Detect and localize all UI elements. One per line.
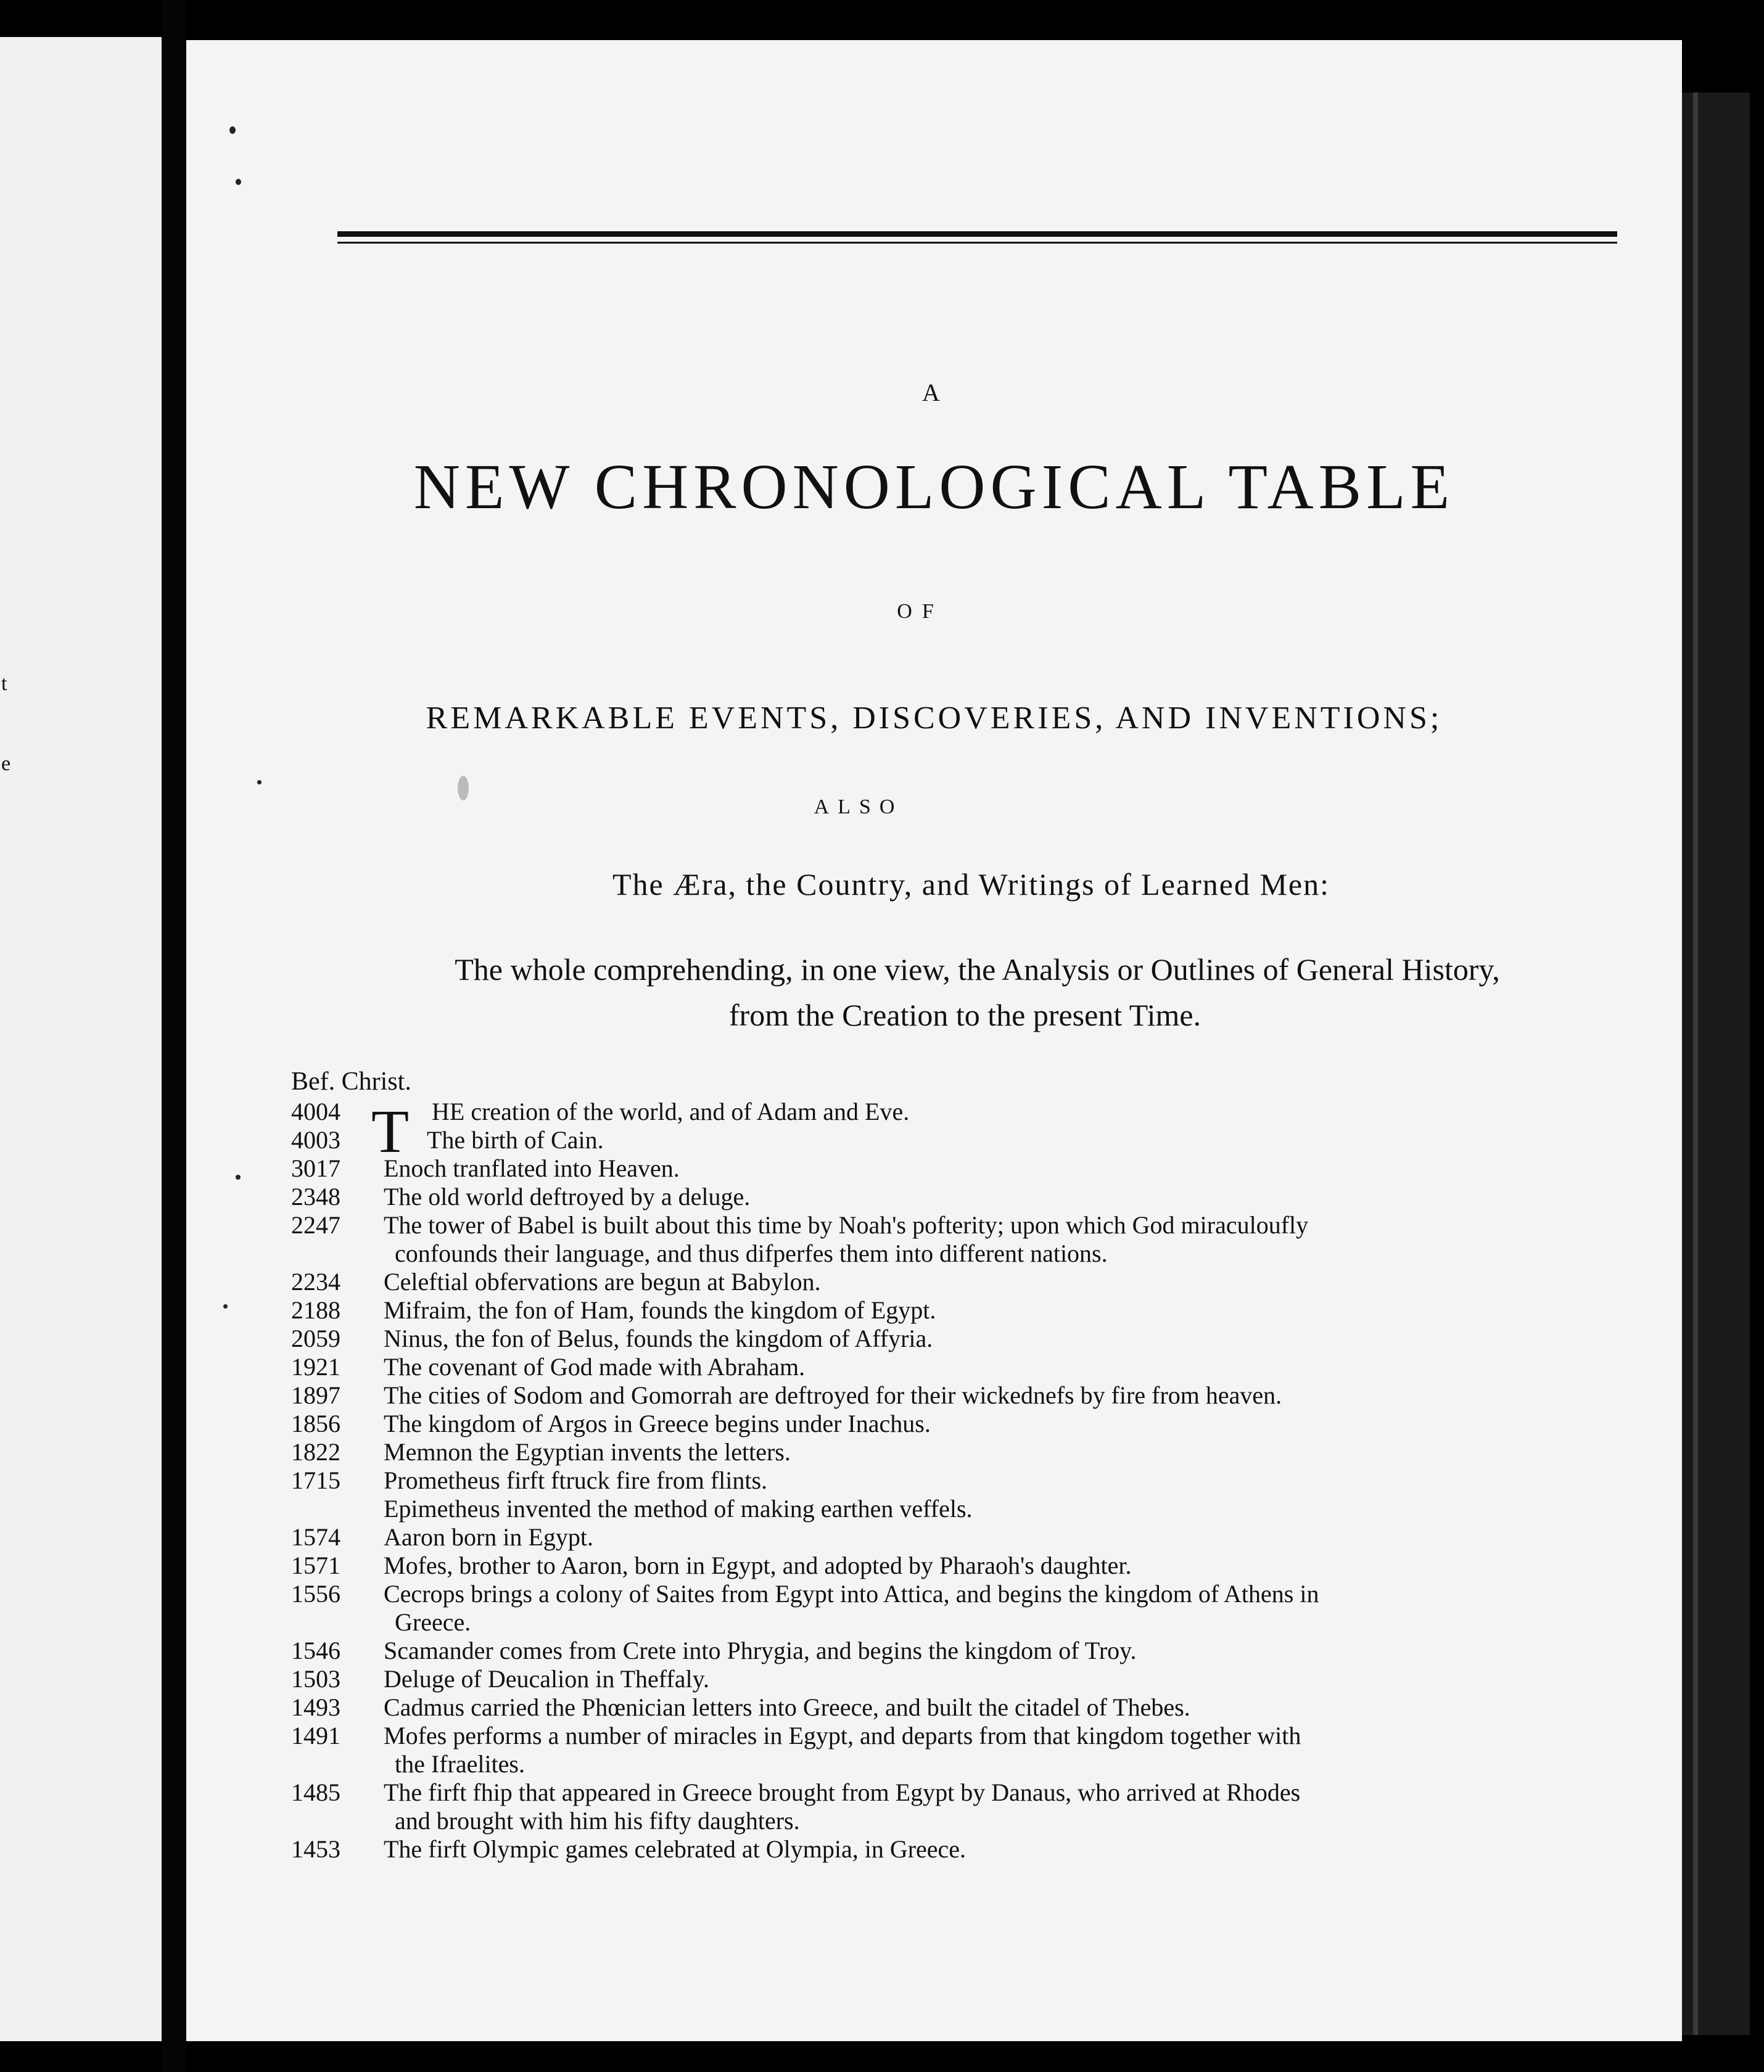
list-item <box>279 1211 1580 1268</box>
list-item <box>279 1466 1580 1523</box>
drop-cap: T <box>371 1097 410 1166</box>
ink-speck <box>458 776 469 800</box>
list-item <box>279 1353 1580 1381</box>
list-item <box>279 1268 1580 1296</box>
entry-text: Mifraim, the fon of Ham, founds the kingdom of Egypt. <box>384 1296 936 1324</box>
list-item <box>279 1637 1580 1665</box>
entry-text: The cities of Sodom and Gomorrah are deftroyed for their wickednefs by fire from heaven. <box>384 1381 1282 1409</box>
list-item <box>279 1693 1580 1722</box>
list-item <box>279 1154 1580 1183</box>
entry-year: 1485 <box>291 1778 340 1806</box>
ink-speck <box>229 126 236 134</box>
list-item <box>279 1438 1580 1466</box>
list-item <box>279 1296 1580 1325</box>
previous-page-edge <box>0 37 162 2041</box>
entry-year: 1897 <box>291 1381 340 1409</box>
book-page <box>186 40 1682 2041</box>
page-stack-edge-line <box>1693 92 1698 2035</box>
entry-text: Scamander comes from Crete into Phrygia, and begins the kingdom of Troy. <box>384 1637 1137 1664</box>
entry-year: 1822 <box>291 1438 340 1466</box>
entry-year: 3017 <box>291 1154 340 1182</box>
header-rule <box>337 231 1617 237</box>
entry-text: Aaron born in Egypt. <box>384 1523 593 1551</box>
book-gutter <box>162 0 186 2072</box>
ink-speck <box>223 1304 228 1309</box>
entry-text: The old world deftroyed by a deluge. <box>384 1183 751 1211</box>
header-rule-thin <box>337 242 1617 244</box>
entry-text: Prometheus firft ftruck fire from flints. <box>384 1466 768 1494</box>
entry-year: 1921 <box>291 1353 340 1381</box>
entry-text: Enoch tranflated into Heaven. <box>384 1154 680 1182</box>
page-title: NEW CHRONOLOGICAL TABLE <box>413 451 1455 522</box>
entry-continuation: the Ifraelites. <box>395 1750 525 1778</box>
entry-year: 1453 <box>291 1835 340 1863</box>
entry-text: Memnon the Egyptian invents the letters. <box>384 1438 791 1466</box>
list-item <box>279 1126 1580 1154</box>
title-also: ALSO <box>814 796 904 818</box>
entry-text: Mofes, brother to Aaron, born in Egypt, and adopted by Pharaoh's daughter. <box>384 1552 1132 1579</box>
list-item <box>279 1410 1580 1438</box>
entry-year: 1856 <box>291 1410 340 1437</box>
previous-page-fragment: t <box>1 672 7 695</box>
entry-text: Cecrops brings a colony of Saites from Egypt into Attica, and begins the kingdom of Athens in <box>384 1580 1319 1608</box>
list-item <box>279 1665 1580 1693</box>
entry-text: HE creation of the world, and of Adam and Eve. <box>432 1098 910 1125</box>
list-item <box>279 1183 1580 1211</box>
entry-text: The firft Olympic games celebrated at Olympia, in Greece. <box>384 1835 966 1863</box>
entry-text: Deluge of Deucalion in Theffaly. <box>384 1665 709 1693</box>
entry-year: 1491 <box>291 1722 340 1749</box>
chronology-list <box>279 1098 1580 1864</box>
entry-text: The kingdom of Argos in Greece begins under Inachus. <box>384 1410 931 1437</box>
entry-year: 1556 <box>291 1580 340 1608</box>
entry-year: 2234 <box>291 1268 340 1296</box>
title-article: A <box>922 379 946 406</box>
list-item <box>279 1552 1580 1580</box>
entry-year: 1715 <box>291 1466 340 1494</box>
entry-text: The birth of Cain. <box>427 1126 604 1154</box>
entry-year: 2348 <box>291 1183 340 1211</box>
title-aera: The Æra, the Country, and Writings of Learned Men: <box>612 867 1330 902</box>
era-header: Bef. Christ. <box>291 1067 411 1096</box>
entry-continuation: confounds their language, and thus difperfes them into different nations. <box>395 1240 1108 1267</box>
subtitle-line-1: The whole comprehending, in one view, the Analysis or Outlines of General History, <box>455 952 1500 987</box>
title-of: OF <box>897 600 944 623</box>
list-item <box>279 1325 1580 1353</box>
entry-text: The tower of Babel is built about this time by Noah's pofterity; upon which God miraculoufly <box>384 1211 1309 1239</box>
entry-year: 1571 <box>291 1552 340 1579</box>
ink-speck <box>236 1175 241 1180</box>
entry-year: 2188 <box>291 1296 340 1324</box>
subtitle-line-2: from the Creation to the present Time. <box>728 998 1201 1032</box>
entry-text: Celeftial obfervations are begun at Babylon. <box>384 1268 821 1296</box>
page-stack-edge <box>1682 92 1750 2035</box>
entry-year: 1574 <box>291 1523 340 1551</box>
entry-year: 1546 <box>291 1637 340 1664</box>
entry-year: 2247 <box>291 1211 340 1239</box>
entry-text: Mofes performs a number of miracles in Egypt, and departs from that kingdom together with <box>384 1722 1301 1749</box>
entry-year: 1503 <box>291 1665 340 1693</box>
list-item <box>279 1835 1580 1864</box>
ink-speck <box>257 780 262 784</box>
entry-continuation: Greece. <box>395 1608 471 1636</box>
list-item <box>279 1580 1580 1637</box>
list-item <box>279 1778 1580 1835</box>
entry-continuation: Epimetheus invented the method of making earthen veffels. <box>384 1495 973 1523</box>
entry-continuation: and brought with him his fifty daughters. <box>395 1807 800 1835</box>
previous-page-fragment: e <box>1 752 11 775</box>
entry-year: 4004 <box>291 1098 340 1125</box>
list-item <box>279 1523 1580 1552</box>
list-item <box>279 1722 1580 1778</box>
title-events: REMARKABLE EVENTS, DISCOVERIES, AND INVENTIONS; <box>426 701 1443 736</box>
entry-text: Ninus, the fon of Belus, founds the kingdom of Affyria. <box>384 1325 933 1352</box>
entry-text: The covenant of God made with Abraham. <box>384 1353 806 1381</box>
entry-year: 4003 <box>291 1126 340 1154</box>
entry-text: The firft fhip that appeared in Greece brought from Egypt by Danaus, who arrived at Rhodes <box>384 1778 1301 1806</box>
entry-year: 1493 <box>291 1693 340 1721</box>
entry-year: 2059 <box>291 1325 340 1352</box>
list-item <box>279 1381 1580 1410</box>
entry-text: Cadmus carried the Phœnician letters into Greece, and built the citadel of Thebes. <box>384 1693 1190 1721</box>
list-item <box>279 1098 1580 1126</box>
ink-speck <box>236 179 241 185</box>
